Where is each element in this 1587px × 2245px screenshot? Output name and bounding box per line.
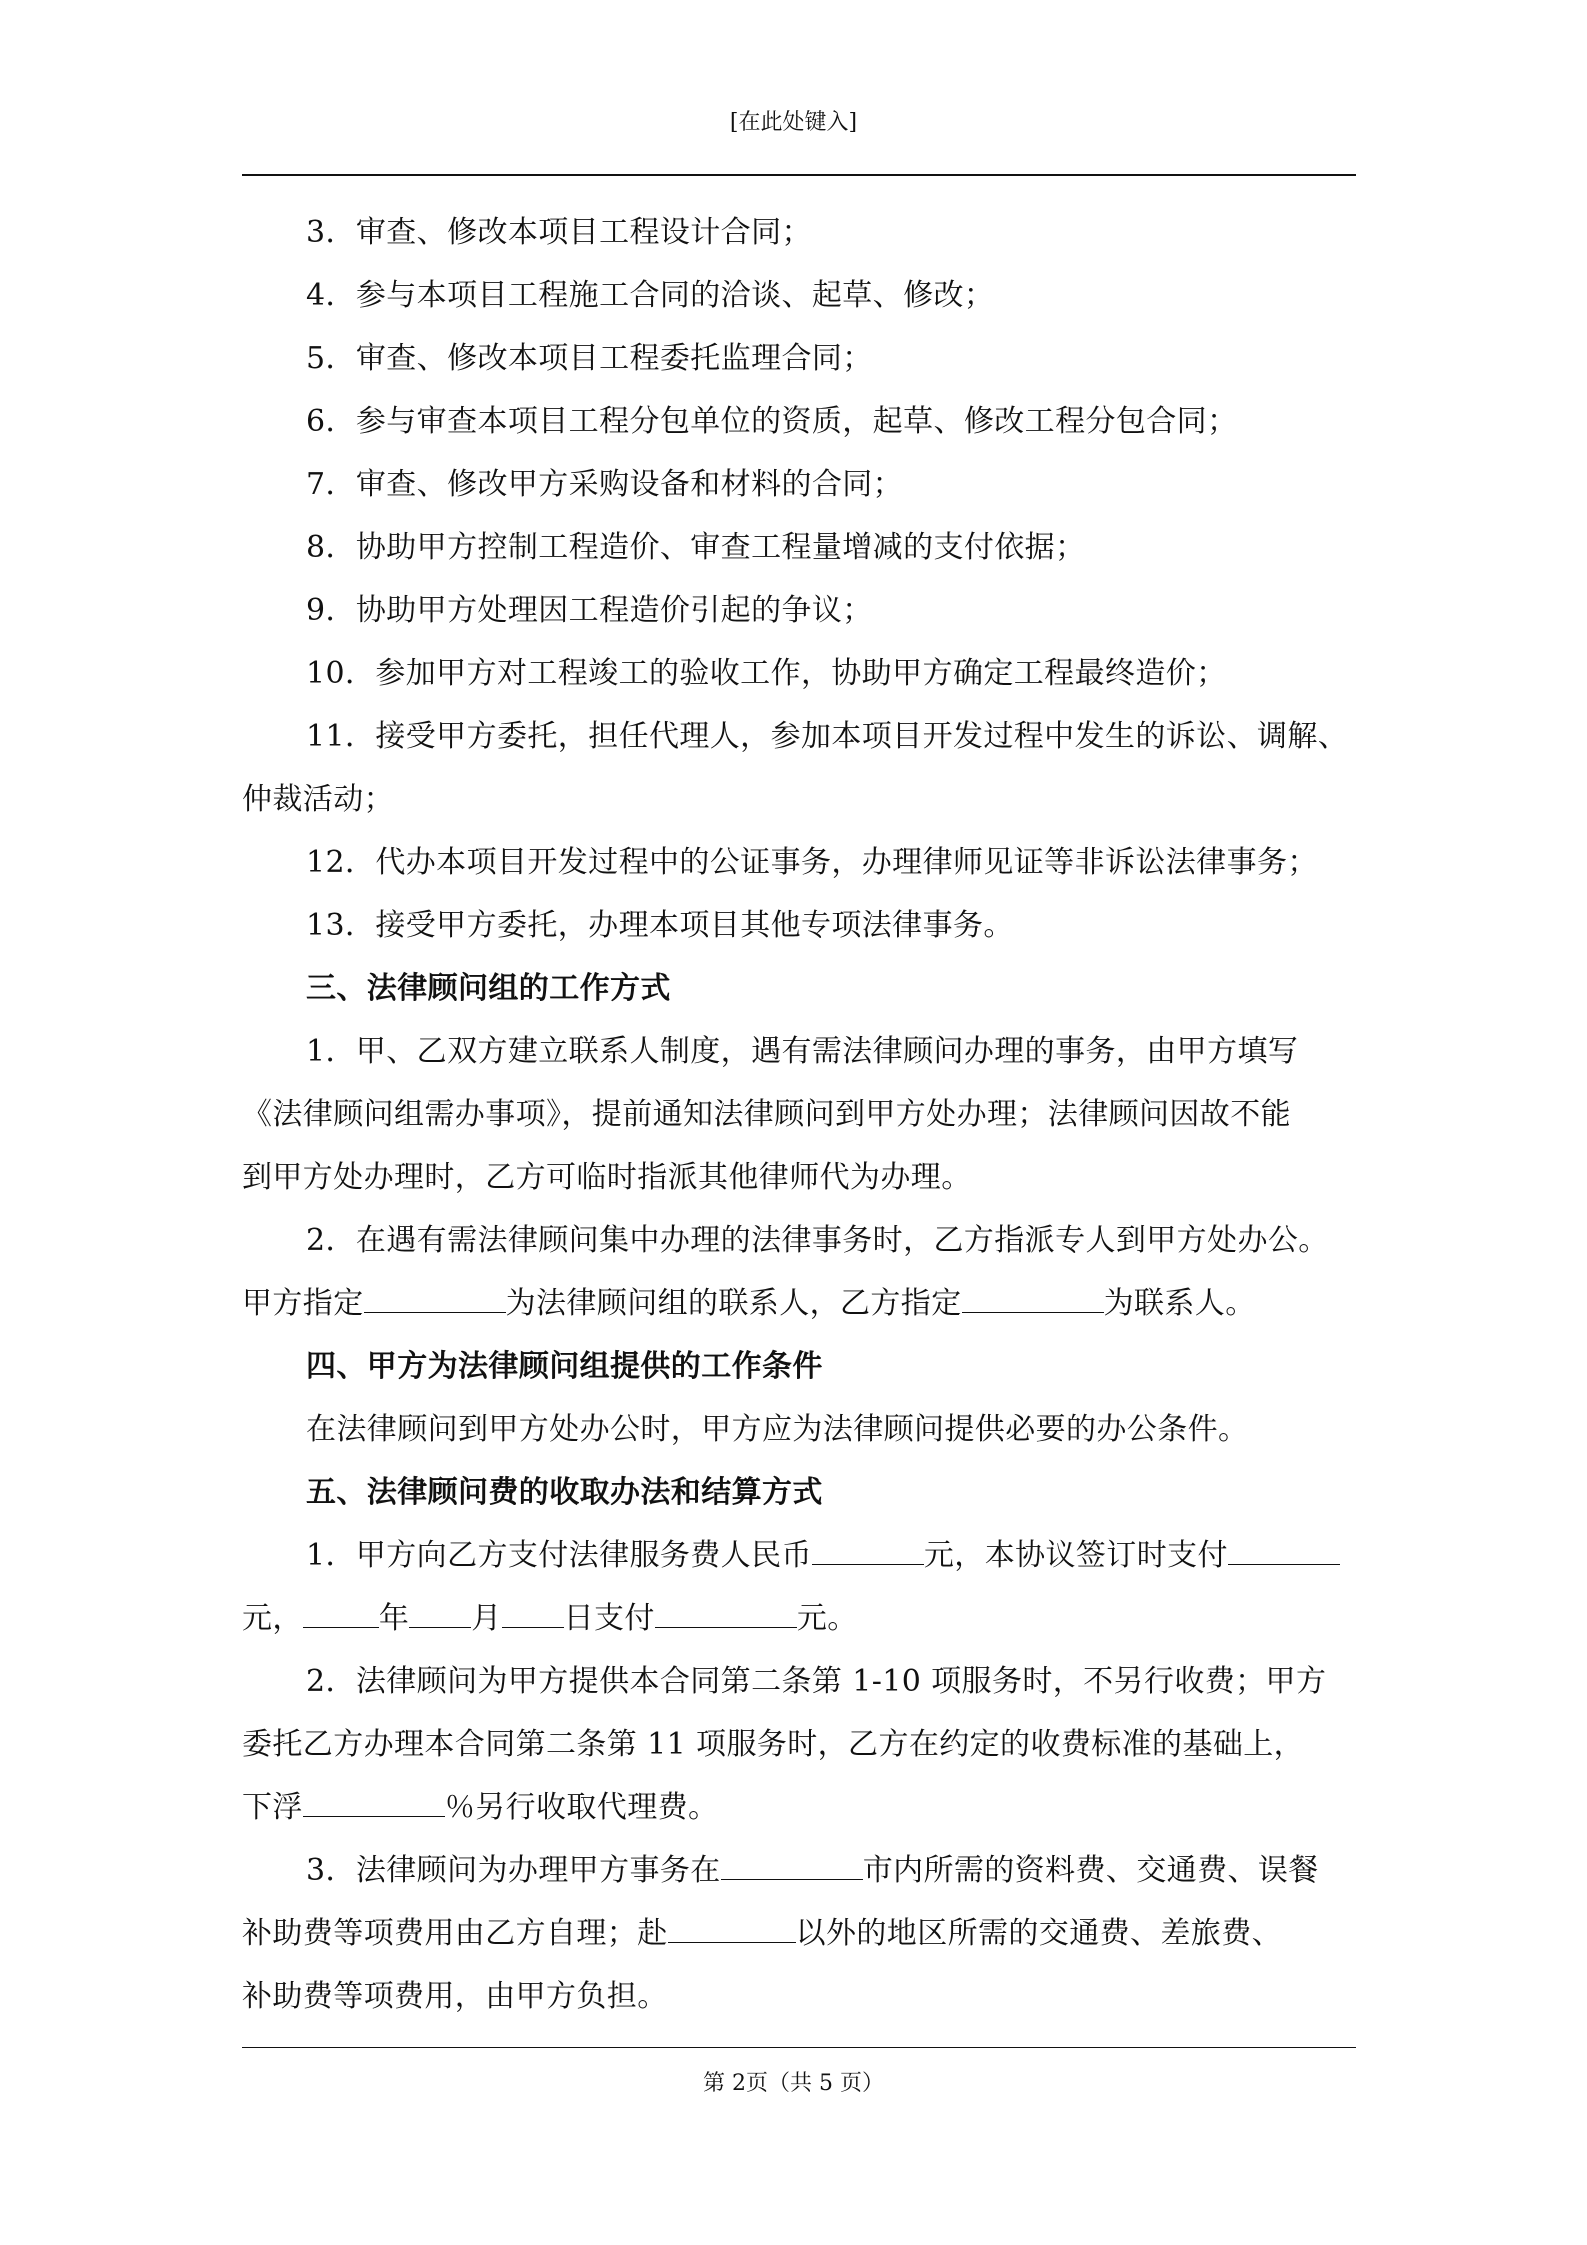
text-segment: 为法律顾问组的联系人，乙方指定 xyxy=(505,1286,962,1321)
list-item: 12．代办本项目开发过程中的公证事务，办理律师见证等非诉讼法律事务； xyxy=(306,845,1318,880)
fill-in-blank[interactable] xyxy=(303,1790,445,1817)
paragraph: 2．法律顾问为甲方提供本合同第二条第 1-10 项服务时，不另行收费；甲方 xyxy=(306,1664,1327,1699)
fill-in-blank[interactable] xyxy=(668,1916,796,1943)
paragraph-continuation: 《法律顾问组需办事项》，提前通知法律顾问到甲方处办理；法律顾问因故不能 xyxy=(242,1097,1291,1132)
fill-in-blank[interactable] xyxy=(1228,1538,1340,1565)
header-divider xyxy=(242,174,1356,176)
text-segment: 3．法律顾问为办理甲方事务在 xyxy=(306,1853,721,1888)
text-segment: 下浮 xyxy=(242,1790,303,1825)
paragraph-continuation xyxy=(242,1587,1356,1650)
text-segment: 元。 xyxy=(796,1601,858,1636)
fill-in-blank[interactable] xyxy=(721,1853,863,1880)
list-item: 11．接受甲方委托，担任代理人，参加本项目开发过程中发生的诉讼、调解、 xyxy=(306,719,1349,754)
paragraph xyxy=(242,1524,1356,1587)
paragraph-continuation xyxy=(242,1902,1356,1965)
text-segment: 为联系人。 xyxy=(1103,1286,1256,1321)
text-segment: 日支付 xyxy=(563,1601,655,1636)
text-segment: 元， xyxy=(242,1601,303,1636)
fill-in-blank[interactable] xyxy=(655,1601,797,1628)
paragraph-continuation: 补助费等项费用，由甲方负担。 xyxy=(242,1979,668,2014)
fill-in-blank[interactable] xyxy=(502,1601,564,1628)
list-item: 9．协助甲方处理因工程造价引起的争议； xyxy=(306,593,873,628)
list-item: 4．参与本项目工程施工合同的洽谈、起草、修改； xyxy=(306,278,995,313)
paragraph: 2．在遇有需法律顾问集中办理的法律事务时，乙方指派专人到甲方处办公。 xyxy=(306,1223,1329,1258)
text-segment: 补助费等项费用由乙方自理；赴 xyxy=(242,1916,668,1951)
fill-in-blank[interactable] xyxy=(812,1538,924,1565)
section-heading: 三、法律顾问组的工作方式 xyxy=(306,971,671,1006)
paragraph-continuation: 委托乙方办理本合同第二条第 11 项服务时，乙方在约定的收费标准的基础上， xyxy=(242,1727,1305,1762)
list-item: 6．参与审查本项目工程分包单位的资质，起草、修改工程分包合同； xyxy=(306,404,1238,439)
fill-in-blank[interactable] xyxy=(962,1286,1104,1313)
section-heading: 五、法律顾问费的收取办法和结算方式 xyxy=(306,1475,823,1510)
list-item: 13．接受甲方委托，办理本项目其他专项法律事务。 xyxy=(306,908,1014,943)
text-segment: 市内所需的资料费、交通费、误餐 xyxy=(862,1853,1319,1888)
paragraph: 在法律顾问到甲方处办公时，甲方应为法律顾问提供必要的办公条件。 xyxy=(306,1412,1249,1447)
paragraph-continuation: 到甲方处办理时，乙方可临时指派其他律师代为办理。 xyxy=(242,1160,972,1195)
list-item: 5．审查、修改本项目工程委托监理合同； xyxy=(306,341,873,376)
fill-in-blank[interactable] xyxy=(409,1601,471,1628)
list-item: 7．审查、修改甲方采购设备和材料的合同； xyxy=(306,467,904,502)
page-header: [在此处键入] xyxy=(729,110,858,135)
text-segment: 月 xyxy=(471,1601,502,1636)
text-segment: 元，本协议签订时支付 xyxy=(923,1538,1228,1573)
section-heading: 四、甲方为法律顾问组提供的工作条件 xyxy=(306,1349,823,1384)
text-segment: ％另行收取代理费。 xyxy=(444,1790,719,1825)
paragraph xyxy=(242,1839,1356,1902)
list-item-continuation: 仲裁活动； xyxy=(242,782,394,817)
list-item: 3．审查、修改本项目工程设计合同； xyxy=(306,215,812,250)
footer-divider xyxy=(242,2047,1356,2048)
paragraph-continuation xyxy=(242,1272,1356,1335)
text-segment: 以外的地区所需的交通费、差旅费、 xyxy=(795,1916,1283,1951)
paragraph: 1．甲、乙双方建立联系人制度，遇有需法律顾问办理的事务，由甲方填写 xyxy=(306,1034,1299,1069)
page-footer: 第 2页（共 5 页） xyxy=(703,2071,884,2096)
fill-in-blank[interactable] xyxy=(303,1601,379,1628)
list-item: 8．协助甲方控制工程造价、审查工程量增减的支付依据； xyxy=(306,530,1086,565)
document-body xyxy=(242,201,1356,2028)
text-segment: 1．甲方向乙方支付法律服务费人民币 xyxy=(306,1538,812,1573)
text-segment: 年 xyxy=(378,1601,410,1636)
paragraph-continuation xyxy=(242,1776,1356,1839)
fill-in-blank[interactable] xyxy=(364,1286,506,1313)
text-segment: 甲方指定 xyxy=(242,1286,364,1321)
list-item: 10．参加甲方对工程竣工的验收工作，协助甲方确定工程最终造价； xyxy=(306,656,1227,691)
